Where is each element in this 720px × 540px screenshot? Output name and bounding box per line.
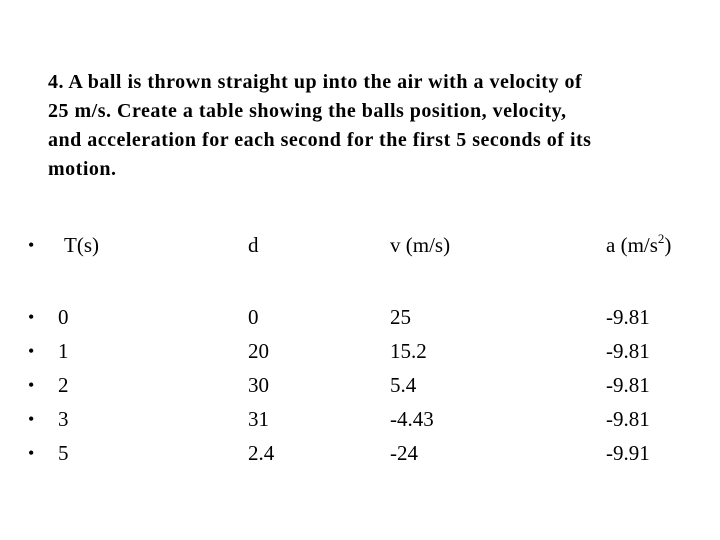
cell-time: 1	[58, 339, 69, 363]
header-acceleration-suffix: )	[664, 233, 672, 257]
problem-line: and acceleration for each second for the first 5 seconds of its	[48, 129, 592, 151]
cell-acceleration: -9.81	[606, 373, 650, 397]
cell-velocity: 15.2	[390, 339, 427, 363]
cell-acceleration: -9.81	[606, 305, 650, 329]
table-row	[0, 402, 720, 436]
cell-time: 2	[58, 373, 69, 397]
bullet-marker: •	[28, 341, 35, 361]
problem-line: 4. A ball is thrown straight up into the air with a velocity of	[48, 71, 583, 93]
cell-distance: 30	[248, 373, 269, 397]
bullet-marker: •	[28, 409, 35, 429]
bullet-marker: •	[28, 375, 35, 395]
table-row	[0, 300, 720, 334]
table-row	[0, 436, 720, 470]
cell-distance: 20	[248, 339, 269, 363]
cell-time: 5	[58, 441, 69, 465]
header-distance: d	[248, 233, 259, 257]
table-row	[0, 334, 720, 368]
cell-distance: 2.4	[248, 441, 275, 465]
cell-acceleration: -9.91	[606, 441, 650, 465]
table-row	[0, 368, 720, 402]
cell-distance: 31	[248, 407, 269, 431]
problem-statement	[48, 68, 688, 184]
cell-time: 0	[58, 305, 69, 329]
cell-time: 3	[58, 407, 69, 431]
cell-acceleration: -9.81	[606, 339, 650, 363]
bullet-marker: •	[28, 307, 35, 327]
cell-acceleration: -9.81	[606, 407, 650, 431]
cell-velocity: 5.4	[390, 373, 417, 397]
header-acceleration-prefix: a (m/s	[606, 233, 658, 257]
header-acceleration	[606, 228, 671, 262]
cell-distance: 0	[248, 305, 259, 329]
header-velocity: v (m/s)	[390, 233, 451, 257]
bullet-marker: •	[28, 235, 35, 255]
cell-velocity: -24	[390, 441, 418, 465]
header-time: T(s)	[64, 233, 99, 257]
problem-line: 25 m/s. Create a table showing the balls position, velocity,	[48, 100, 567, 122]
problem-line: motion.	[48, 158, 117, 180]
bullet-marker: •	[28, 443, 35, 463]
cell-velocity: -4.43	[390, 407, 434, 431]
header-acceleration-exponent: 2	[657, 231, 665, 246]
cell-velocity: 25	[390, 305, 411, 329]
table-header-row	[0, 228, 720, 262]
